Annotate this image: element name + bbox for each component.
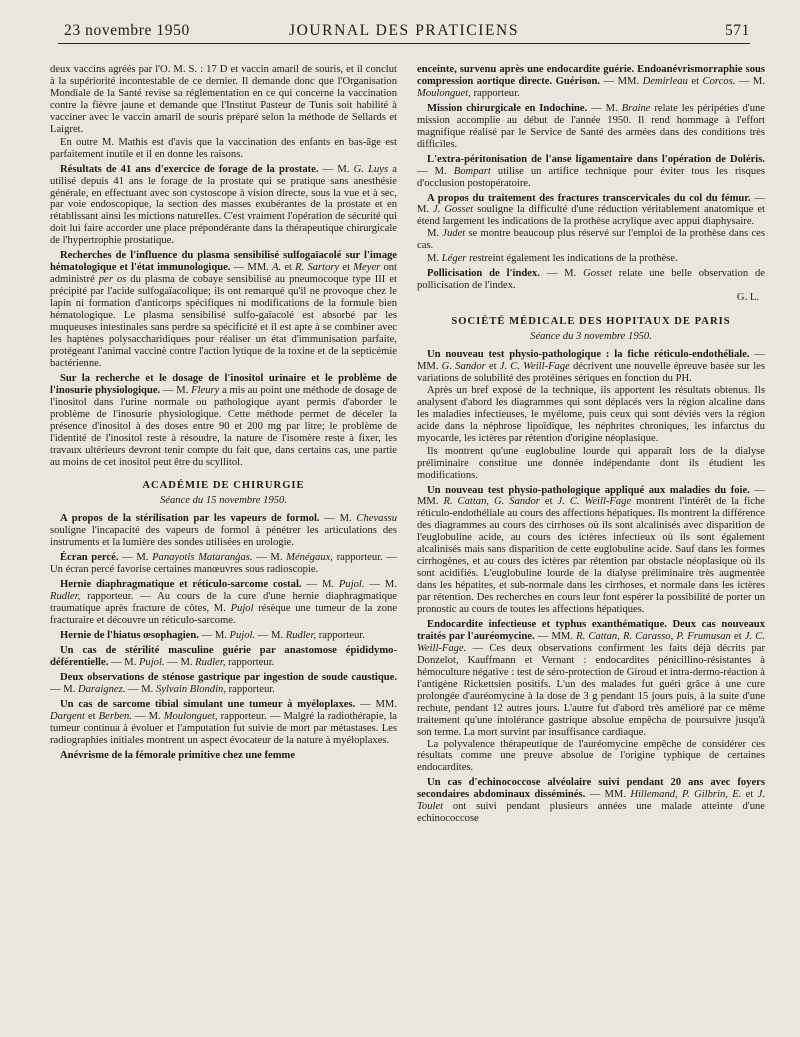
text-run: — M. xyxy=(417,192,765,216)
entry-title: Endocardite infectieuse et typhus exanthématique. Deux cas nouveaux traités par l'auréomycine. xyxy=(417,618,765,642)
text-run: a mis au point une méthode de dosage de l'inositol dans l'urine normale ou pathologique ayant permis d'aborder le problème de l'inosurie physiologique. Cette méthode permet de déceler la présence d'inositol à des doses entre 90 et 200 mg par litre; le problème de l'identité de l'inositol reste à résoudre, la nature de l'isomère reste à fixer, les travaux ultérieurs devront tenir compte du fait que, dans certains cas, une partie au moins de cet inositol peut être du scyllitol. xyxy=(50,384,398,468)
entry-title: A propos du traitement des fractures transcervicales du col du fémur. xyxy=(427,192,751,204)
author: R. Cattan, G. Sandor xyxy=(443,496,540,508)
entry-anevrisme-cont xyxy=(417,64,765,100)
text-run: — MM. xyxy=(600,75,643,87)
entry-indochine xyxy=(417,103,765,151)
text-run: et xyxy=(741,789,758,801)
entry-title: L'extra-péritonisation de l'anse ligamentaire dans l'opération de Doléris. xyxy=(427,153,765,165)
author: Demirleau xyxy=(642,75,688,87)
text-run: du plasma de cobaye sensibilisé au pneumocoque type III et précipité par l'acide sulfogaïacolique; ils ont remarqué qu'il ne provoque chez le lapin ni formation d'anticorps spécifiques ni modifications de la formule bien hématologique. Le plasma sensibilisé sulfo-gaïacolé est absorbé par les muqueuses intestinales sans perdre sa spécificité et il est apte à se combiner avec les haptènes polysaccharidiques pour réaliser un état d'immunisation parfaite, protégeant l'animal vaccinè contre l'action lytique de la toxine et de la septicémie bactérienne. xyxy=(50,274,397,369)
latin-term: per os xyxy=(98,274,127,286)
left-column xyxy=(50,64,397,761)
text-run: rapporteur. — Un écran percé favorise certaines manœuvres sous radioscopie. xyxy=(50,552,398,576)
header-rule xyxy=(58,43,750,44)
entry-echinococcose xyxy=(417,777,765,825)
text-run: — M. xyxy=(160,384,192,396)
entry-anevrisme xyxy=(50,750,397,762)
author: Fleury xyxy=(191,384,220,396)
text-run: et xyxy=(84,710,99,722)
text-run: résèque une tumeur de la zone fracturaire et découvre un réticulo-sarcome. xyxy=(50,603,398,626)
author: Corcos. xyxy=(702,75,736,87)
text-run: — M. xyxy=(164,656,196,668)
text-run: — M. xyxy=(198,629,230,641)
text-run: — MM. xyxy=(417,349,765,372)
text-run: montrent l'intérêt de la fiche réticulo-endothéliale au cours des affections hépatiques. Ils montrent la différence des diagrammes au cours des cirrhoses où ils sont alcalinisés avec disparition de l'euglobuline acide, au cours des ictères infectieux où ils sont également alcalinisés mais sans disparition de cette euglobuline acide. Sauf dans les formes cirrhogènes, et au cours des ictères par rétention par obstacle néoplasique où ils sont acidifiés. L'euglobuline lourde de la dialyse préliminaire très augmentée dans les hépatites, et sub-normale dans les cirrhoses, et normale dans les ictères par rétention. Des recherches en cours leur font espérer la possibilité de porter un pronostic au cours de toutes les affections hépatiques. xyxy=(417,496,766,616)
entry-title: Un nouveau test physio-pathologique appliqué aux maladies du foie. xyxy=(427,484,750,496)
text-run: restreint également les indications de la prothèse. xyxy=(466,253,678,265)
entry-title: Recherches de l'influence du plasma sensibilisé sulfogaïacolé sur l'image hématologique et l'état immunologique. xyxy=(50,250,397,274)
author: Pujol. xyxy=(138,656,165,668)
author: Hillemand, P. Gilbrin, E. xyxy=(630,789,742,801)
entry-title: Deux observations de sténose gastrique par ingestion de soude caustique. xyxy=(60,671,397,683)
text-run: — M. xyxy=(50,683,78,695)
author: Pujol xyxy=(230,603,254,615)
author: Dargent xyxy=(50,710,85,722)
paragraph: En outre M. Mathis est d'avis que la vaccination des enfants en bas-âge est parfaitement inutile et il en donne les raisons. xyxy=(50,136,397,160)
entry-doleris xyxy=(417,154,765,190)
signature: G. L. xyxy=(736,292,759,304)
entry-title: Hernie diaphragmatique et réticulo-sarcome costal. xyxy=(60,579,302,591)
text-run: rapporteur. xyxy=(226,683,275,695)
text-run: — M. xyxy=(301,579,339,591)
author: Daraignez. xyxy=(77,683,126,695)
author: R. Sartory xyxy=(295,262,340,274)
text-run: et xyxy=(539,496,558,508)
author: J. Toulet xyxy=(417,789,765,813)
text-run: rapporteur. — Malgré la radiothérapie, la tumeur continua à évoluer et l'amputation fut suivie de mort par métastases. Les radiographies initiales montrent un aspect évocateur de la nature à myéloplaxes. xyxy=(50,710,397,746)
text-run: Séance du 3 xyxy=(530,331,584,343)
text-run: — MM. xyxy=(585,789,631,801)
section-heading: ACADÉMIE DE CHIRURGIE xyxy=(142,480,305,492)
entry-formol xyxy=(50,513,397,549)
author: J. C. Weill-Fage. xyxy=(417,630,765,654)
right-column xyxy=(417,64,765,825)
entry-title: Un cas d'echinococcose alvéolaire suivi pendant 20 ans avec foyers secondaires abdominaux disséminés. xyxy=(417,777,765,801)
text-run: — M. xyxy=(587,102,622,114)
text-run: rapporteur. — Au cours de la cure d'une hernie diaphragmatique traumatique après fracture de côtes, M. xyxy=(50,591,397,615)
paragraph xyxy=(417,253,765,265)
text-run: — M. xyxy=(252,552,287,564)
text-run: a utilisé depuis 41 ans le forage de la prostate qui se pratique sans anesthésie générale, en effectuant avec son cystoscope à vision directe, sous la vue et à sec, par voie endoscopique, la section des masses exubérantes de la prostate et en rétablissant ainsi les mictions naturelles. C'est vraiment l'opération de sécurité qui doit lui faire accorder une place prépondérante dans la thérapeutique chirurgicale de l'hypertrophie prostatique. xyxy=(50,163,397,247)
author: J. C. Weill-Fage xyxy=(557,496,632,508)
entry-sarcome xyxy=(50,699,397,747)
entry-inositol xyxy=(50,373,397,469)
entry-endocardite xyxy=(417,619,765,739)
entry-pollicisation xyxy=(417,268,765,292)
author: Bompart xyxy=(453,165,491,177)
author: J. C. Weill-Fage xyxy=(499,360,570,372)
entry-stenose xyxy=(50,672,397,696)
entry-title: A propos de la stérilisation par les vapeurs de formol. xyxy=(60,513,320,525)
text-run: — M. xyxy=(131,710,164,722)
author: Pujol. xyxy=(229,629,256,641)
author: Ménégaux, xyxy=(286,552,333,564)
text-run: ont administré xyxy=(50,262,397,286)
paragraph: deux vaccins agréés par l'O. M. S. : 17 D et vaccin amaril de souris, et il conclut à la supériorité incontestable de ce dernier. Il demande donc que l'Organisation Mondiale de la Santé revise sa réglementation en ce qui concerne la vaccination contre la fièvre jaune et demande que l'Institut Pasteur de Tunis soit habilité à vacciner avec le vaccin amaril de souris préparé selon la méthode de Sellards et Laigret. xyxy=(50,64,397,135)
author: Rudler, xyxy=(195,656,226,668)
paragraph: Ils montrent qu'une euglobuline lourde qui apparaît lors de la dialyse préliminaire constitue une donnée indépendante dont ils étudient les modifications. xyxy=(417,445,765,481)
text-run: utilise un artifice technique pour éviter tous les risques d'occlusion postopératoire. xyxy=(417,165,765,189)
author: Panayotis Mataranġas. xyxy=(152,552,253,564)
text-run: se montre beaucoup plus réservé sur l'emploi de la prothèse dans ces cas. xyxy=(417,228,765,252)
text-run: ont suivi pendant plusieurs années une malade atteinte d'une echinococcose xyxy=(417,801,765,825)
text-run: et xyxy=(730,630,745,642)
entry-plasma xyxy=(50,250,397,370)
entry-title: Un cas de stérilité masculine guérie par anastomose épididymo-déférentielle. xyxy=(50,644,397,668)
page-number: 571 xyxy=(724,22,750,39)
text-run: — M. xyxy=(318,163,354,175)
entry-title: Hernie de l'hiatus œsophagien. xyxy=(60,629,199,641)
text-run: décrivent une nouvelle épreuve basée sur les variations de solubilité des protéines sériques en fonction du PH. xyxy=(417,360,765,384)
author: Braine xyxy=(621,102,651,114)
text-run: souligne l'incapacité des vapeurs de formol à pénétrer les articulations des instruments et la lumière des sondes utilisées en urologie. xyxy=(50,525,397,549)
entry-hiatus xyxy=(50,630,397,642)
entry-sterilite xyxy=(50,645,397,669)
text-run: et xyxy=(281,262,296,274)
paragraph: La polyvalence thérapeutique de l'auréomycine empêche de considérer ces résultats comme une preuve absolue de l'origine typhique de certaines endocardites. xyxy=(417,738,765,774)
text-run: — MM. xyxy=(355,698,397,710)
paragraph: Après un bref exposé de la technique, ils apportent les résultats obtenus. Ils analysent d'abord les diagrammes qui sont déplacés vers la région alcaline dans les maladies infectieuses, le myélome, puis ceux qui sont déviés vers la région acide dans la néphrose lipoïdique, les néphrites chroniques, les infarctus du myocarde, les ictères par rétention d'origine néoplasique. xyxy=(417,384,765,444)
entry-title: Résultats de 41 ans d'exercice de forage de la prostate. xyxy=(60,163,319,175)
author: Pujol. xyxy=(338,579,365,591)
entry-title: Anévrisme de la fémorale primitive chez une femme xyxy=(60,749,296,761)
entry-title: Un nouveau test physio-pathologique : la fiche réticulo-endothéliale. xyxy=(427,349,750,361)
entry-prostate xyxy=(50,164,397,248)
author: Rudler, xyxy=(50,591,81,603)
text-run: — Ces deux observations confirment les faits déjà décrits par Donzelot, Kauffmann et Vernant : endocardites pénicillino-résistantes à hémoculture négative : test de séro-protection de Giroud et intra-dermo-réaction à l'antigène Rickettsien positifs. L'un des malades fut guéri grâce à une cure prolongée d'auréomycine à la dose de 3 g pendant 15 jours puis, à la suite d'une rechute, pendant 12 autres jours. L'autre fut d'abord très amélioré par ce même traitement qu'une intolérance gastrique absolue empêcha de poursuivre jusqu'à son terme. La mort survint par insuffisance cardiaque. xyxy=(417,642,765,738)
header-date: 23 novembre 1950 xyxy=(64,22,190,39)
text-run: — M. xyxy=(735,75,765,87)
text-run: — M. xyxy=(108,656,139,668)
entry-title: Sur la recherche et le dosage de l'inositol urinaire et le problème de l'inosurie physiologique. xyxy=(50,372,397,396)
text-run: souligne la difficulté d'une réduction véritablement anatomique et étend largement les indications de la prothèse acrylique avec appui diaphysaire. xyxy=(417,204,765,228)
text-run: rapporteur. xyxy=(470,87,520,99)
text-run: — M. xyxy=(539,268,584,280)
section-heading: SOCIÉTÉ MÉDICALE DES HOPITAUX DE PARIS xyxy=(451,316,731,328)
text-run: — M. xyxy=(417,165,454,177)
text-run: relate les péripéties d'une mission accomplie au début de l'année 1950. Il rend hommage à l'effort magnifique réalisé par le Service de Santé des armées dans des conditions très difficiles. xyxy=(417,102,765,150)
author: Meyer xyxy=(353,262,381,274)
text-run: 1950. xyxy=(625,331,652,343)
entry-title: Écran percé. xyxy=(60,552,119,564)
text-run: et xyxy=(339,262,354,274)
author: Rudler, xyxy=(285,629,317,641)
text-run: relate une belle observation de pollicisation de l'index. xyxy=(417,268,765,292)
text-run: — MM. xyxy=(417,484,765,508)
text-run: — MM. xyxy=(534,630,577,642)
author: Gosset xyxy=(583,268,612,280)
entry-title: Pollicisation de l'index. xyxy=(427,268,540,280)
entry-fiche-reticulo xyxy=(417,349,765,385)
text-run: — MM. xyxy=(230,262,273,274)
entry-title: enceinte, survenu après une endocardite guérie. Endoanévrismorraphie sous compression aortique directe. Guérison. xyxy=(417,64,765,87)
entry-title: Mission chirurgicale en Indochine. xyxy=(427,102,588,114)
journal-title: JOURNAL DES PRATICIENS xyxy=(288,22,520,39)
author: Judet xyxy=(442,228,466,240)
section-date xyxy=(50,495,397,507)
author: Sylvain Blondin, xyxy=(155,683,226,695)
text-run: Séance du 15 xyxy=(159,495,220,507)
text-run: — M. xyxy=(118,552,153,564)
author: G. Luys xyxy=(353,163,389,175)
entry-fractures xyxy=(417,193,765,229)
text-run: 1950. xyxy=(260,495,287,507)
author: J. Gosset xyxy=(433,204,474,216)
entry-maladies-foie xyxy=(417,485,765,616)
text-run: M. xyxy=(427,253,442,265)
text-run: rapporteur. xyxy=(225,656,275,668)
text-run: novembre xyxy=(583,331,626,343)
text-run: — M. xyxy=(125,683,156,695)
text-run: rapporteur. xyxy=(316,629,365,641)
text-run: M. xyxy=(427,228,443,240)
entry-title: Un cas de sarcome tibial simulant une tumeur à myéloplaxes. xyxy=(60,698,356,710)
author: G. Sandor xyxy=(441,360,486,372)
entry-hernie-diaphragmatique xyxy=(50,579,397,627)
author: Berben. xyxy=(98,710,132,722)
text-run: — M. xyxy=(364,579,397,591)
text-run: et xyxy=(687,75,703,87)
text-run: et xyxy=(485,360,500,372)
section-date xyxy=(417,331,765,343)
running-header xyxy=(58,20,750,42)
paragraph xyxy=(417,228,765,252)
text-run: — M. xyxy=(255,629,286,641)
text-run: novembre xyxy=(219,495,261,507)
author: A. xyxy=(272,262,282,274)
author: Léger xyxy=(441,253,467,265)
text-run: — M. xyxy=(319,513,357,525)
author: R. Cattan, R. Carasso, P. Frumusan xyxy=(576,630,731,642)
author: Moulonguet, xyxy=(417,87,471,99)
author: Moulonguet, xyxy=(163,710,218,722)
entry-ecran xyxy=(50,552,397,576)
author: Chevassu xyxy=(356,513,397,525)
